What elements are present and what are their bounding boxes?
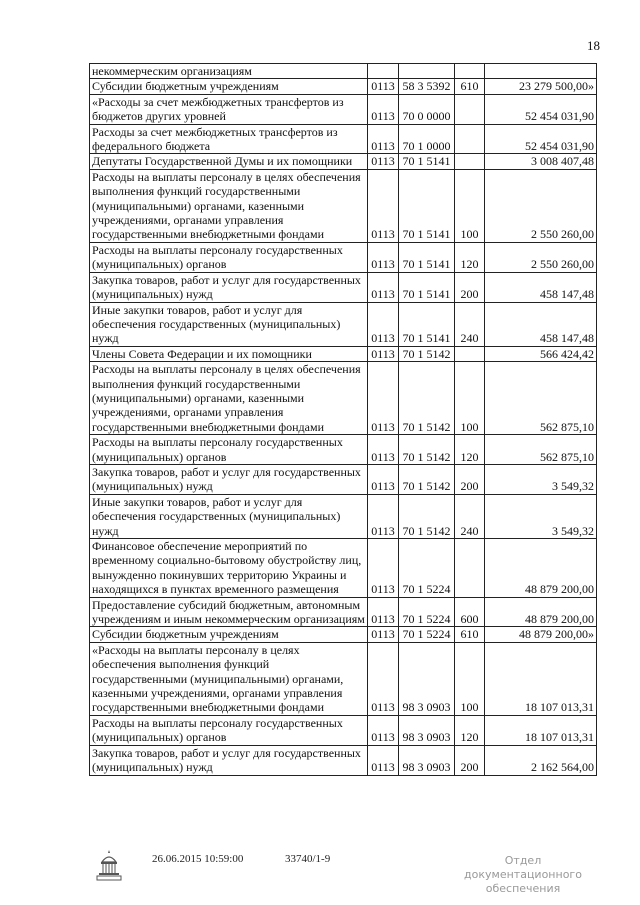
stamp-line-2: обеспечения	[485, 882, 561, 895]
row-type-cell: 100	[455, 362, 485, 435]
row-article-cell: 70 1 5141	[399, 242, 455, 272]
table-row	[90, 627, 597, 642]
row-section-cell: 0113	[368, 539, 399, 598]
row-name-cell: Иные закупки товаров, работ и услуг для обеспечения государственных (муниципальных) нужд	[90, 302, 368, 346]
table-row	[90, 154, 597, 169]
row-article-cell: 70 1 5224	[399, 627, 455, 642]
row-type-cell	[455, 539, 485, 598]
row-article-cell: 70 1 5141	[399, 169, 455, 242]
row-type-cell: 610	[455, 79, 485, 94]
table-row	[90, 302, 597, 346]
row-article-cell: 98 3 0903	[399, 745, 455, 775]
row-section-cell: 0113	[368, 494, 399, 538]
row-name-cell: Расходы за счет межбюджетных трансфертов из федерального бюджета	[90, 124, 368, 154]
row-section-cell: 0113	[368, 627, 399, 642]
row-name-cell: Финансовое обеспечение мероприятий по временному социально-бытовому обустройству лиц, вынужденно покинувших территорию Украины и находящихся в пунктах временного размещения	[90, 539, 368, 598]
row-type-cell: 120	[455, 715, 485, 745]
row-name-cell: Расходы на выплаты персоналу государственных (муниципальных) органов	[90, 715, 368, 745]
row-article-cell: 70 0 0000	[399, 94, 455, 124]
row-sum-cell: 18 107 013,31	[485, 715, 597, 745]
row-section-cell: 0113	[368, 715, 399, 745]
row-sum-cell: 566 424,42	[485, 346, 597, 361]
row-type-cell	[455, 94, 485, 124]
row-article-cell: 98 3 0903	[399, 642, 455, 715]
row-sum-cell: 2 550 260,00	[485, 169, 597, 242]
table-row	[90, 642, 597, 715]
row-sum-cell: 52 454 031,90	[485, 124, 597, 154]
row-type-cell: 100	[455, 642, 485, 715]
row-name-cell: Расходы на выплаты персоналу в целях обеспечения выполнения функций государственными (муниципальными) органами, казенными учреждениями, органами управления государственными внебюджетными фондами	[90, 169, 368, 242]
row-name-cell: Закупка товаров, работ и услуг для государственных (муниципальных) нужд	[90, 272, 368, 302]
row-section-cell: 0113	[368, 169, 399, 242]
row-name-cell: Иные закупки товаров, работ и услуг для обеспечения государственных (муниципальных) нужд	[90, 494, 368, 538]
row-sum-cell: 48 879 200,00	[485, 597, 597, 627]
table-row	[90, 715, 597, 745]
row-section-cell: 0113	[368, 362, 399, 435]
row-type-cell: 200	[455, 272, 485, 302]
row-sum-cell: 23 279 500,00»	[485, 79, 597, 94]
table-row	[90, 169, 597, 242]
row-sum-cell: 48 879 200,00	[485, 539, 597, 598]
department-stamp	[448, 854, 598, 896]
row-article-cell: 70 1 5142	[399, 346, 455, 361]
row-sum-cell: 52 454 031,90	[485, 94, 597, 124]
row-section-cell: 0113	[368, 435, 399, 465]
row-section-cell: 0113	[368, 154, 399, 169]
row-type-cell: 200	[455, 745, 485, 775]
budget-table	[89, 63, 597, 776]
footer-datetime: 26.06.2015 10:59:00	[152, 853, 244, 865]
row-article-cell: 58 3 5392	[399, 79, 455, 94]
row-type-cell: 600	[455, 597, 485, 627]
row-sum-cell: 458 147,48	[485, 272, 597, 302]
row-type-cell	[455, 154, 485, 169]
row-section-cell: 0113	[368, 597, 399, 627]
row-section-cell: 0113	[368, 124, 399, 154]
row-section-cell: 0113	[368, 642, 399, 715]
row-name-cell: Расходы на выплаты персоналу в целях обеспечения выполнения функций государственными (муниципальными) органами, казенными учреждениями, органами управления государственными внебюджетными фондами	[90, 362, 368, 435]
row-section-cell: 0113	[368, 464, 399, 494]
row-type-cell: 100	[455, 169, 485, 242]
row-article-cell	[399, 64, 455, 79]
row-sum-cell	[485, 64, 597, 79]
row-sum-cell: 3 549,32	[485, 464, 597, 494]
row-name-cell: Закупка товаров, работ и услуг для государственных (муниципальных) нужд	[90, 464, 368, 494]
row-name-cell: «Расходы на выплаты персоналу в целях обеспечения выполнения функций государственными (муниципальными) органами, казенными учреждениями, органами управления государственными внебюджетными фондами	[90, 642, 368, 715]
row-name-cell: Члены Совета Федерации и их помощники	[90, 346, 368, 361]
row-type-cell: 200	[455, 464, 485, 494]
stamp-line-1: Отдел документационного	[464, 854, 582, 881]
row-type-cell	[455, 346, 485, 361]
table-row	[90, 597, 597, 627]
page-number: 18	[587, 38, 600, 53]
table-row	[90, 539, 597, 598]
budget-table-body	[90, 64, 597, 776]
row-name-cell: некоммерческим организациям	[90, 64, 368, 79]
row-article-cell: 70 1 5142	[399, 464, 455, 494]
row-name-cell: Предоставление субсидий бюджетным, автономным учреждениям и иным некоммерческим организациям	[90, 597, 368, 627]
row-section-cell	[368, 64, 399, 79]
table-row	[90, 272, 597, 302]
row-type-cell	[455, 124, 485, 154]
table-row	[90, 64, 597, 79]
table-row	[90, 494, 597, 538]
row-name-cell: Расходы на выплаты персоналу государственных (муниципальных) органов	[90, 242, 368, 272]
row-type-cell	[455, 64, 485, 79]
row-article-cell: 70 1 5224	[399, 597, 455, 627]
row-sum-cell: 3 008 407,48	[485, 154, 597, 169]
row-section-cell: 0113	[368, 272, 399, 302]
row-type-cell: 610	[455, 627, 485, 642]
row-article-cell: 98 3 0903	[399, 715, 455, 745]
row-name-cell: Расходы на выплаты персоналу государственных (муниципальных) органов	[90, 435, 368, 465]
footer-doc-code: 33740/1-9	[285, 853, 331, 865]
row-article-cell: 70 1 0000	[399, 124, 455, 154]
row-article-cell: 70 1 5141	[399, 154, 455, 169]
table-row	[90, 745, 597, 775]
row-sum-cell: 2 550 260,00	[485, 242, 597, 272]
table-row	[90, 435, 597, 465]
table-row	[90, 94, 597, 124]
row-article-cell: 70 1 5142	[399, 362, 455, 435]
table-row	[90, 362, 597, 435]
row-article-cell: 70 1 5141	[399, 302, 455, 346]
row-name-cell: «Расходы за счет межбюджетных трансфертов из бюджетов других уровней	[90, 94, 368, 124]
row-article-cell: 70 1 5141	[399, 272, 455, 302]
row-type-cell: 120	[455, 435, 485, 465]
row-article-cell: 70 1 5224	[399, 539, 455, 598]
row-type-cell: 120	[455, 242, 485, 272]
row-section-cell: 0113	[368, 346, 399, 361]
row-section-cell: 0113	[368, 302, 399, 346]
row-section-cell: 0113	[368, 79, 399, 94]
row-sum-cell: 48 879 200,00»	[485, 627, 597, 642]
row-sum-cell: 562 875,10	[485, 435, 597, 465]
row-type-cell: 240	[455, 302, 485, 346]
table-row	[90, 464, 597, 494]
duma-logo-icon	[96, 848, 122, 882]
row-section-cell: 0113	[368, 94, 399, 124]
row-article-cell: 70 1 5142	[399, 435, 455, 465]
table-row	[90, 79, 597, 94]
row-sum-cell: 2 162 564,00	[485, 745, 597, 775]
row-name-cell: Субсидии бюджетным учреждениям	[90, 627, 368, 642]
row-section-cell: 0113	[368, 242, 399, 272]
row-name-cell: Субсидии бюджетным учреждениям	[90, 79, 368, 94]
row-sum-cell: 18 107 013,31	[485, 642, 597, 715]
row-type-cell: 240	[455, 494, 485, 538]
row-name-cell: Депутаты Государственной Думы и их помощники	[90, 154, 368, 169]
row-sum-cell: 458 147,48	[485, 302, 597, 346]
table-row	[90, 346, 597, 361]
row-article-cell: 70 1 5142	[399, 494, 455, 538]
table-row	[90, 124, 597, 154]
row-sum-cell: 3 549,32	[485, 494, 597, 538]
row-name-cell: Закупка товаров, работ и услуг для государственных (муниципальных) нужд	[90, 745, 368, 775]
row-section-cell: 0113	[368, 745, 399, 775]
row-sum-cell: 562 875,10	[485, 362, 597, 435]
table-row	[90, 242, 597, 272]
